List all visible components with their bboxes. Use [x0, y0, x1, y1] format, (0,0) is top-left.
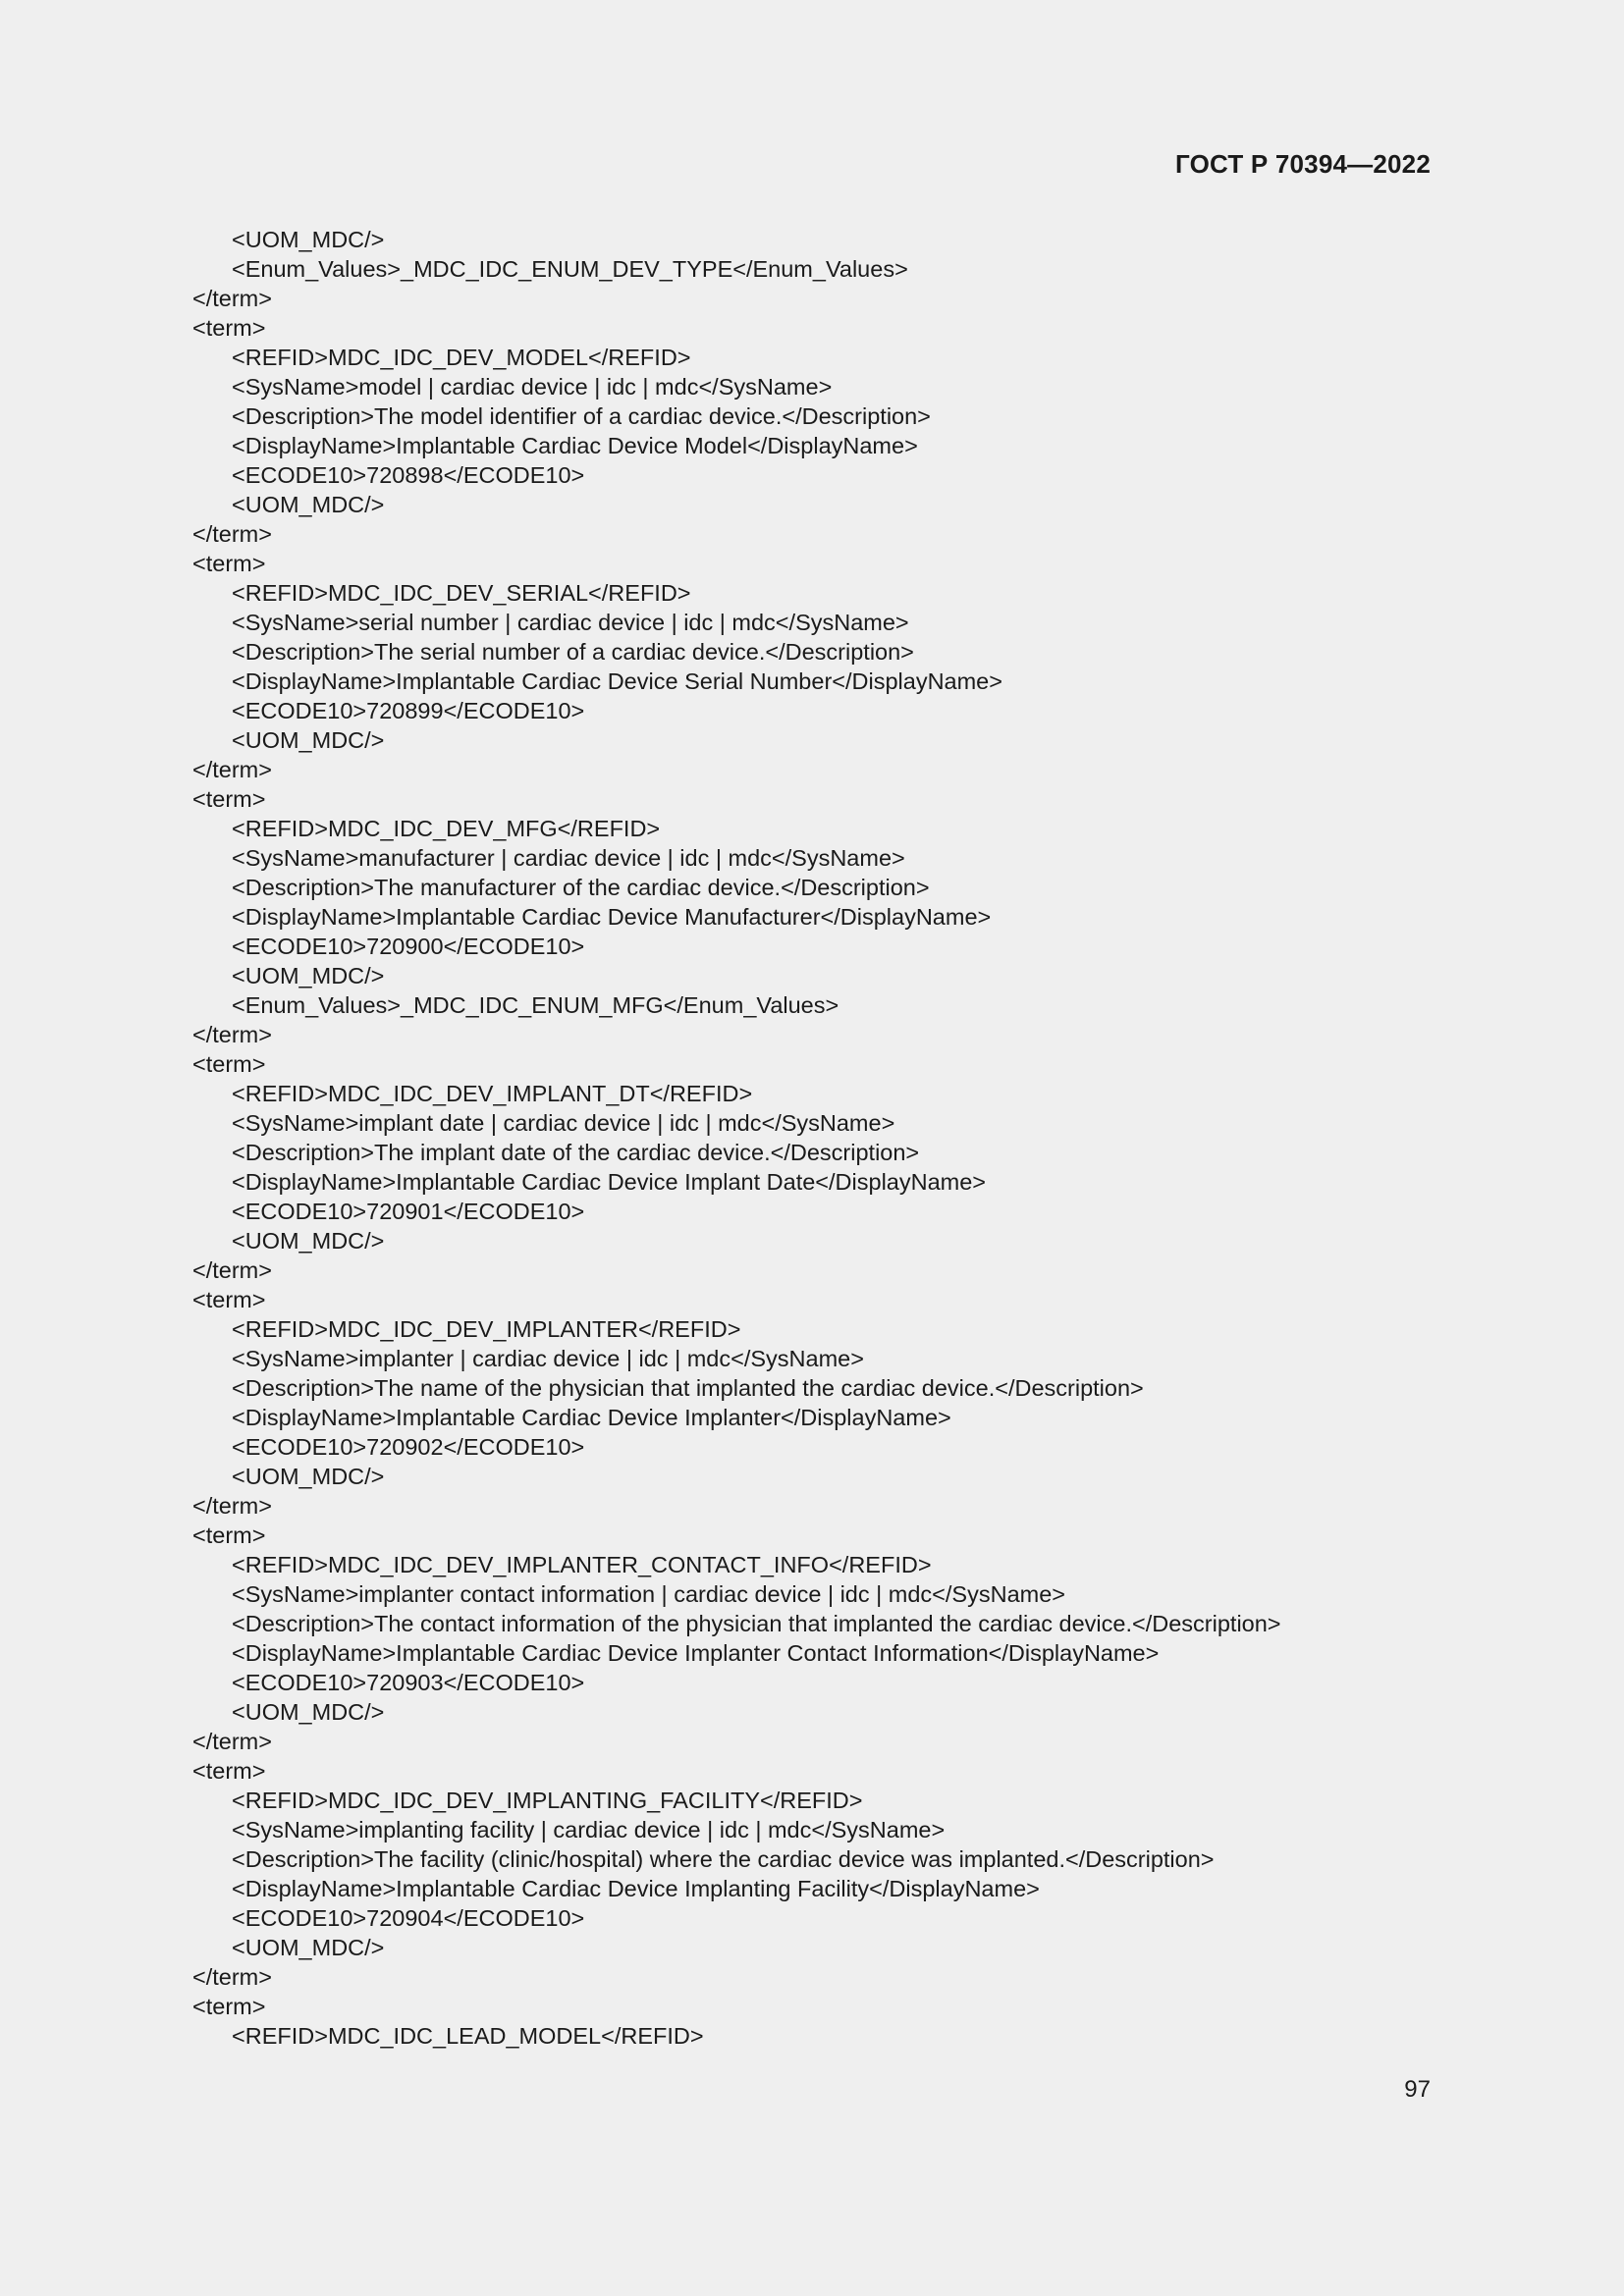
code-line: <REFID>MDC_IDC_LEAD_MODEL</REFID>: [232, 2023, 704, 2049]
code-line: <Enum_Values>_MDC_IDC_ENUM_MFG</Enum_Values>: [232, 992, 839, 1018]
code-line: <ECODE10>720899</ECODE10>: [232, 698, 585, 723]
code-line: <term>: [192, 1051, 266, 1077]
code-line: <term>: [192, 1287, 266, 1312]
code-line: </term>: [192, 1493, 272, 1519]
code-line: <Description>The manufacturer of the cardiac device.</Description>: [232, 875, 930, 900]
code-line: <UOM_MDC/>: [232, 963, 385, 988]
code-line: <REFID>MDC_IDC_DEV_SERIAL</REFID>: [232, 580, 691, 606]
code-line: <Description>The name of the physician that implanted the cardiac device.</Description>: [232, 1375, 1144, 1401]
code-line: <UOM_MDC/>: [232, 492, 385, 517]
code-line: <ECODE10>720903</ECODE10>: [232, 1670, 585, 1695]
xml-code-block: [192, 225, 1430, 2051]
code-line: <Description>The model identifier of a cardiac device.</Description>: [232, 403, 931, 429]
code-line: <DisplayName>Implantable Cardiac Device Implant Date</DisplayName>: [232, 1169, 987, 1195]
code-line: <REFID>MDC_IDC_DEV_MODEL</REFID>: [232, 345, 691, 370]
code-line: <DisplayName>Implantable Cardiac Device Model</DisplayName>: [232, 433, 918, 458]
code-line: <DisplayName>Implantable Cardiac Device Implanting Facility</DisplayName>: [232, 1876, 1040, 1901]
code-line: <DisplayName>Implantable Cardiac Device Implanter</DisplayName>: [232, 1405, 951, 1430]
page-number: 97: [1404, 2076, 1431, 2103]
code-line: <DisplayName>Implantable Cardiac Device Manufacturer</DisplayName>: [232, 904, 992, 930]
code-line: </term>: [192, 1964, 272, 1990]
code-line: <term>: [192, 1994, 266, 2019]
code-line: </term>: [192, 286, 272, 311]
code-line: <ECODE10>720904</ECODE10>: [232, 1905, 585, 1931]
code-line: <UOM_MDC/>: [232, 1699, 385, 1725]
code-line: <SysName>serial number | cardiac device | idc | mdc</SysName>: [232, 610, 909, 635]
code-line: </term>: [192, 521, 272, 547]
code-line: <SysName>implant date | cardiac device | idc | mdc</SysName>: [232, 1110, 895, 1136]
code-line: <DisplayName>Implantable Cardiac Device Implanter Contact Information</DisplayName>: [232, 1640, 1160, 1666]
code-line: <term>: [192, 786, 266, 812]
code-line: <REFID>MDC_IDC_DEV_IMPLANTER</REFID>: [232, 1316, 741, 1342]
code-line: <SysName>implanter contact information | cardiac device | idc | mdc</SysName>: [232, 1581, 1066, 1607]
code-line: <SysName>implanter | cardiac device | idc | mdc</SysName>: [232, 1346, 864, 1371]
code-line: <ECODE10>720902</ECODE10>: [232, 1434, 585, 1460]
code-line: <UOM_MDC/>: [232, 227, 385, 252]
code-line: <SysName>model | cardiac device | idc | mdc</SysName>: [232, 374, 833, 400]
code-line: <UOM_MDC/>: [232, 1464, 385, 1489]
code-line: <DisplayName>Implantable Cardiac Device Serial Number</DisplayName>: [232, 668, 1002, 694]
code-line: </term>: [192, 1257, 272, 1283]
code-line: <term>: [192, 1522, 266, 1548]
code-line: <ECODE10>720898</ECODE10>: [232, 462, 585, 488]
code-line: <UOM_MDC/>: [232, 1228, 385, 1254]
code-line: </term>: [192, 1729, 272, 1754]
code-line: <SysName>implanting facility | cardiac device | idc | mdc</SysName>: [232, 1817, 946, 1842]
code-line: <REFID>MDC_IDC_DEV_IMPLANT_DT</REFID>: [232, 1081, 753, 1106]
code-line: <Description>The contact information of the physician that implanted the cardiac device.</Description>: [232, 1611, 1281, 1636]
code-line: <UOM_MDC/>: [232, 727, 385, 753]
code-line: <REFID>MDC_IDC_DEV_IMPLANTING_FACILITY</REFID>: [232, 1788, 863, 1813]
code-line: <ECODE10>720900</ECODE10>: [232, 934, 585, 959]
code-line: <Description>The implant date of the cardiac device.</Description>: [232, 1140, 920, 1165]
code-line: <term>: [192, 551, 266, 576]
code-line: <Description>The facility (clinic/hospital) where the cardiac device was implanted.</Description>: [232, 1846, 1215, 1872]
code-line: <REFID>MDC_IDC_DEV_IMPLANTER_CONTACT_INFO</REFID>: [232, 1552, 932, 1577]
document-header-standard: ГОСТ Р 70394—2022: [1175, 149, 1431, 179]
code-line: </term>: [192, 1022, 272, 1047]
code-line: <term>: [192, 315, 266, 341]
code-line: <SysName>manufacturer | cardiac device | idc | mdc</SysName>: [232, 845, 905, 871]
code-line: <REFID>MDC_IDC_DEV_MFG</REFID>: [232, 816, 661, 841]
code-line: <term>: [192, 1758, 266, 1784]
code-line: <UOM_MDC/>: [232, 1935, 385, 1960]
code-line: <Description>The serial number of a cardiac device.</Description>: [232, 639, 914, 665]
code-line: <ECODE10>720901</ECODE10>: [232, 1199, 585, 1224]
code-line: </term>: [192, 757, 272, 782]
code-line: <Enum_Values>_MDC_IDC_ENUM_DEV_TYPE</Enum_Values>: [232, 256, 908, 282]
